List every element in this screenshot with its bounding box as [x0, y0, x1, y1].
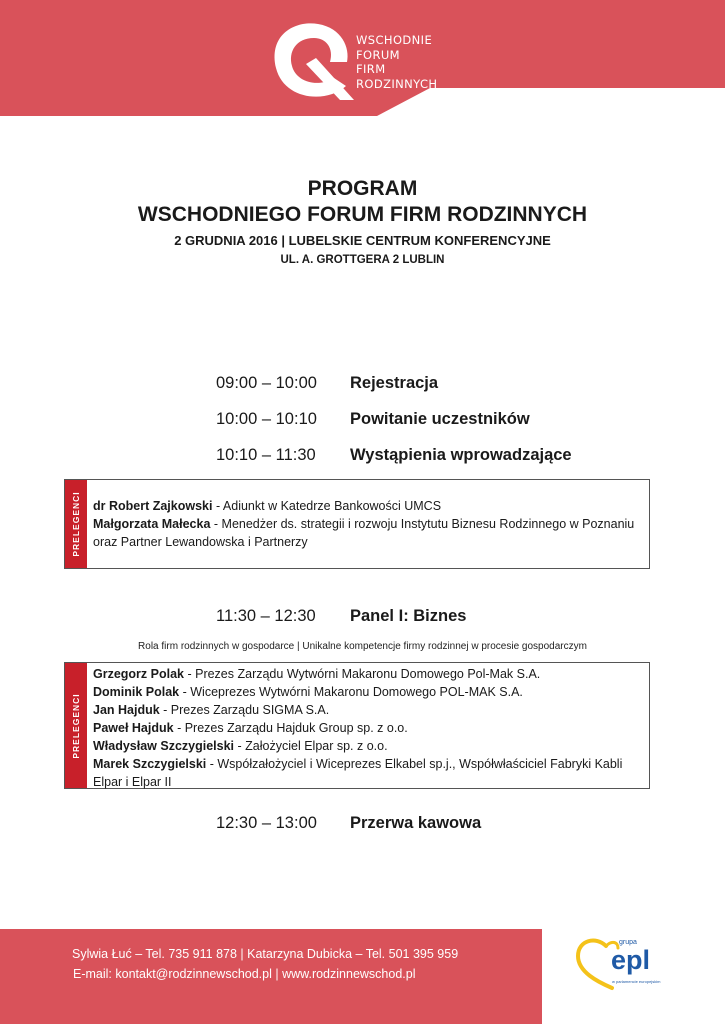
footer-contact-bar: [0, 929, 542, 1024]
speaker-desc: - Wiceprezes Wytwórni Makaronu Domowego POL-MAK S.A.: [179, 685, 523, 699]
footer-phones: Sylwia Łuć – Tel. 735 911 878 | Katarzyna Dubicka – Tel. 501 395 959: [72, 947, 459, 961]
epl-subline: w parlamencie europejskim: [612, 979, 661, 984]
header-banner: [0, 0, 725, 116]
schedule-item-panel-business: [216, 607, 466, 626]
logo-line-3: FIRM: [356, 62, 386, 76]
speaker-name: Władysław Szczygielski: [93, 739, 235, 753]
speaker-entry: [93, 665, 643, 683]
program-title: PROGRAM: [307, 177, 418, 200]
speaker-entry: [93, 497, 643, 515]
speaker-desc: - Założyciel Elpar sp. z o.o.: [234, 739, 388, 753]
speaker-desc: - Współzałożyciel i Wiceprezes Elkabel sp.j., Współwłaściciel Fabryki Kabli Elpar i Elpar II: [93, 757, 623, 789]
speaker-name: Grzegorz Polak: [93, 667, 184, 681]
speakers-label: PRELEGENCI: [71, 491, 81, 557]
speaker-desc: - Prezes Zarządu Wytwórni Makaronu Domowego Pol-Mak S.A.: [184, 667, 541, 681]
program-title-block: [0, 176, 725, 268]
schedule-name: Wystąpienia wprowadzające: [350, 446, 572, 464]
footer-email-web: E-mail: kontakt@rodzinnewschod.pl | www.rodzinnewschod.pl: [73, 967, 416, 981]
speakers-label: PRELEGENCI: [71, 692, 81, 759]
schedule-item-registration: [216, 374, 438, 393]
speaker-name: Jan Hajduk: [93, 703, 160, 717]
speaker-entry: [93, 719, 643, 737]
intro-speakers-list: [93, 480, 649, 553]
speaker-desc: - Adiunkt w Katedrze Bankowości UMCS: [212, 499, 442, 513]
speaker-entry: [93, 701, 643, 719]
speaker-desc: - Prezes Zarządu Hajduk Group sp. z o.o.: [173, 721, 408, 735]
event-date-venue: 2 GRUDNIA 2016 | LUBELSKIE CENTRUM KONFERENCYJNE: [174, 233, 551, 248]
speaker-entry: [93, 755, 643, 791]
speakers-tag: [65, 663, 87, 788]
speaker-desc: - Prezes Zarządu SIGMA S.A.: [159, 703, 330, 717]
schedule-item-coffee-break: [216, 814, 481, 833]
schedule-time: 09:00 – 10:00: [216, 374, 317, 392]
forum-title: WSCHODNIEGO FORUM FIRM RODZINNYCH: [137, 203, 588, 226]
epl-grupa-label: grupa: [619, 939, 637, 946]
logo-line-4: RODZINNYCH: [356, 76, 438, 91]
speaker-entry: [93, 683, 643, 701]
speaker-name: Dominik Polak: [93, 685, 180, 699]
schedule-time: 10:00 – 10:10: [216, 410, 317, 428]
speaker-name: Marek Szczygielski: [93, 757, 207, 771]
schedule-name: Powitanie uczestników: [350, 410, 530, 428]
logo-line-2: FORUM: [356, 47, 400, 62]
speaker-name: dr Robert Zajkowski: [93, 499, 213, 513]
schedule-name: Panel I: Biznes: [350, 607, 467, 625]
speakers-tag: [65, 480, 87, 568]
schedule-time: 12:30 – 13:00: [216, 814, 317, 832]
schedule-item-welcome: [216, 410, 530, 429]
speaker-name: Małgorzata Małecka: [93, 517, 211, 531]
speaker-entry: [93, 515, 643, 551]
panel-subtitle: Rola firm rodzinnych w gospodarce | Unikalne kompetencje firmy rodzinnej w procesie gospodarczym: [138, 641, 587, 652]
speaker-name: Paweł Hajduk: [93, 721, 174, 735]
schedule-time: 10:10 – 11:30: [216, 446, 316, 464]
event-address: UL. A. GROTTGERA 2 LUBLIN: [280, 254, 445, 266]
speaker-entry: [93, 737, 643, 755]
epl-wordmark: epl: [611, 945, 651, 975]
speaker-desc: - Menedżer ds. strategii i rozwoju Instytutu Biznesu Rodzinnego w Poznaniu oraz Partner Lewandowska i Partnerzy: [93, 517, 635, 549]
logo-text: [356, 33, 437, 91]
panel-speakers-box: [64, 662, 650, 789]
logo-line-1: WSCHODNIE: [356, 33, 433, 47]
intro-speakers-box: [64, 479, 650, 569]
schedule-time: 11:30 – 12:30: [216, 607, 316, 625]
schedule-name: Rejestracja: [350, 374, 439, 392]
panel-speakers-list: [93, 663, 649, 793]
schedule-name: Przerwa kawowa: [350, 814, 482, 832]
schedule-item-intro-talks: [216, 446, 572, 465]
